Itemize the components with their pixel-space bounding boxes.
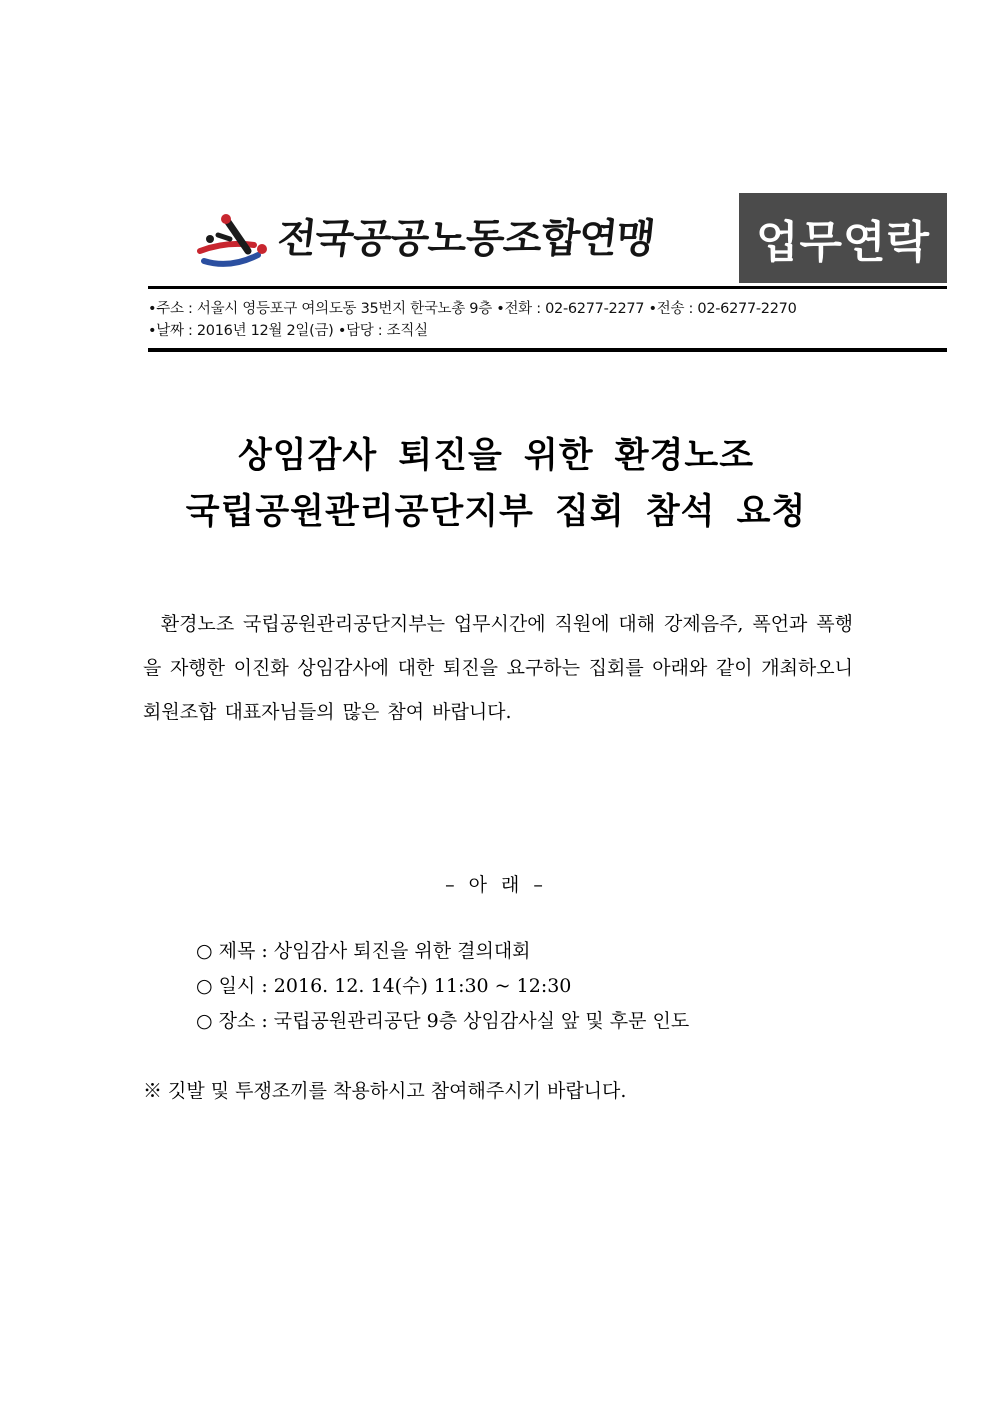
contact-line-address: •주소 : 서울시 영등포구 여의도동 35번지 한국노총 9층 •전화 : 02-6277-2277 •전송 : 02-6277-2270 [148, 301, 797, 317]
document-type-badge: 업무연락 [739, 193, 947, 283]
contact-line-date: •날짜 : 2016년 12월 2일(금) •담당 : 조직실 [148, 323, 428, 339]
detail-item-datetime: ○ 일시 : 2016. 12. 14(수) 11:30 ~ 12:30 [196, 975, 572, 997]
closing-note: ※ 깃발 및 투쟁조끼를 착용하시고 참여해주시기 바랍니다. [143, 1080, 627, 1102]
detail-item-subject: ○ 제목 : 상임감사 퇴진을 위한 결의대회 [196, 940, 531, 962]
contact-info [148, 298, 797, 342]
detail-item-location: ○ 장소 : 국립공원관리공단 9층 상임감사실 앞 및 후문 인도 [196, 1010, 690, 1032]
header-bottom-rule [148, 348, 947, 352]
details-list [196, 934, 689, 1039]
union-logo-icon [196, 211, 276, 269]
body-text: 환경노조 국립공원관리공단지부는 업무시간에 직원에 대해 강제음주, 폭언과 폭행을 자행한 이진화 상임감사에 대한 퇴진을 요구하는 집회를 아래와 같이 개최하오니 회원조합 대표자님들의 많은 참여 바랍니다. [143, 613, 853, 723]
header-top-rule [148, 286, 947, 289]
document-title-line-2: 국립공원관리공단지부 집회 참석 요청 [185, 492, 807, 532]
details-heading: – 아 래 – [445, 874, 547, 896]
organization-name: 전국공공노동조합연맹 [275, 216, 657, 262]
letterhead [148, 193, 947, 288]
document-title-line-1: 상임감사 퇴진을 위한 환경노조 [237, 436, 755, 476]
body-paragraph [143, 602, 853, 734]
